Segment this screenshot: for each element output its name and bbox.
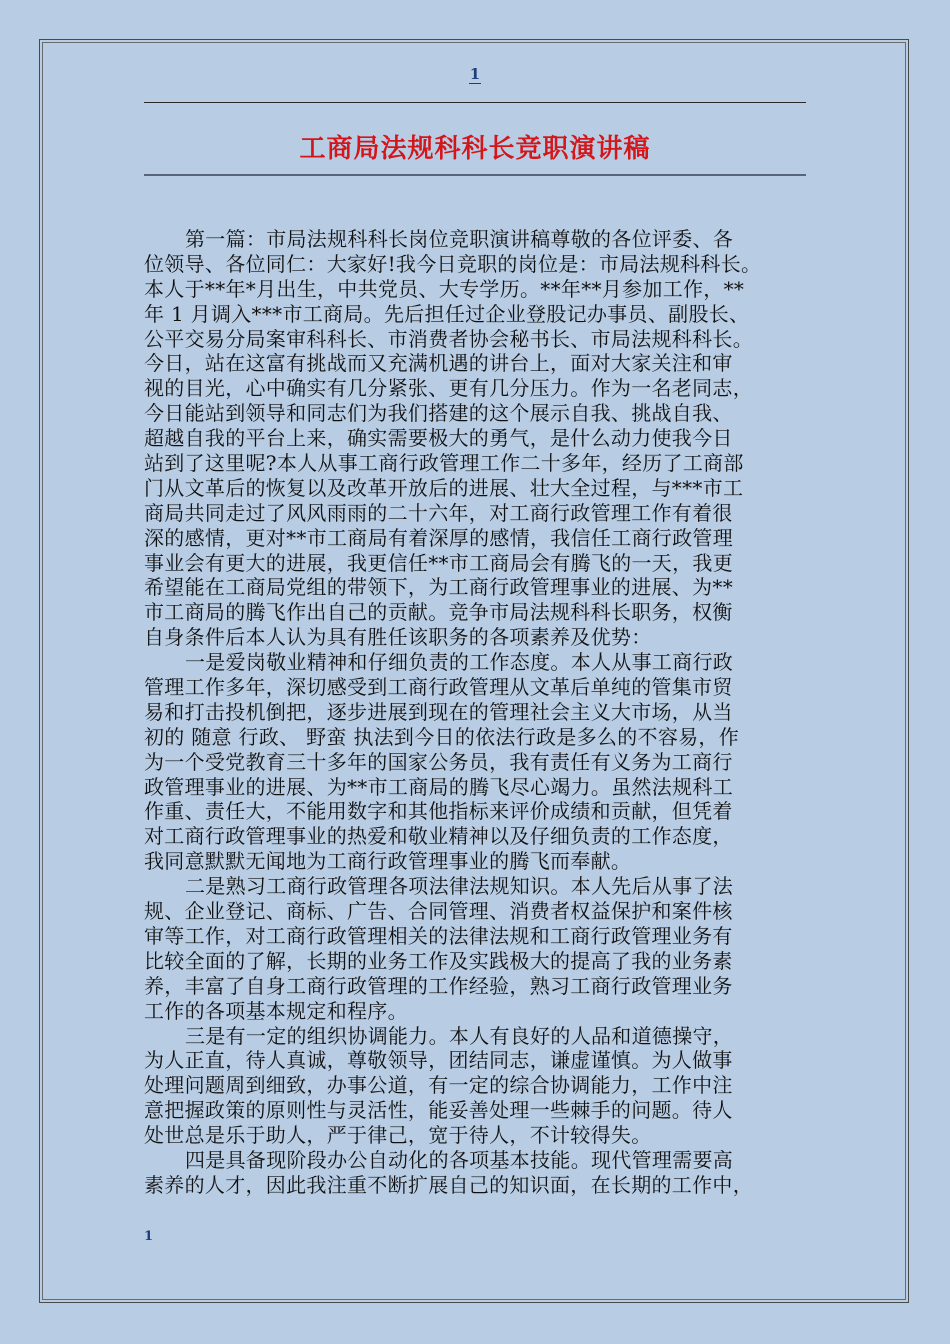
header-rule xyxy=(144,102,806,103)
body-line: 管理工作多年，深切感受到工商行政管理从文革后单纯的管集市贸 xyxy=(144,675,733,700)
body-line: 三是有一定的组织协调能力。本人有良好的人品和道德操守， xyxy=(185,1023,734,1048)
body-line: 规、企业登记、商标、广告、合同管理、消费者权益保护和案件核 xyxy=(144,899,733,924)
body-line: 处世总是乐于助人，严于律己，宽于待人，不计较得失。 xyxy=(144,1123,652,1148)
document-title: 工商局法规科科长竞职演讲稿 xyxy=(299,134,651,164)
body-line: 为人正直，待人真诚，尊敬领导，团结同志，谦虚谨慎。为人做事 xyxy=(144,1048,733,1073)
body-line: 工作的各项基本规定和程序。 xyxy=(144,998,408,1023)
body-line: 深的感情，更对**市工商局有着深厚的感情，我信任工商行政管理 xyxy=(144,525,733,550)
body-line: 本人于**年*月出生，中共党员、大专学历。**年**月参加工作，** xyxy=(144,276,745,301)
body-line: 易和打击投机倒把，逐步进展到现在的管理社会主义大市场，从当 xyxy=(144,699,733,724)
body-line: 站到了这里呢?本人从事工商行政管理工作二十多年，经历了工商部 xyxy=(144,451,744,476)
body-line: 为一个受党教育三十多年的国家公务员，我有责任有义务为工商行 xyxy=(144,749,733,774)
body-line: 今日能站到领导和同志们为我们搭建的这个展示自我、挑战自我、 xyxy=(144,401,733,426)
body-line: 我同意默默无闻地为工商行政管理事业的腾飞而奉献。 xyxy=(144,849,632,874)
body-line: 视的目光，心中确实有几分紧张、更有几分压力。作为一名老同志， xyxy=(144,376,753,401)
body-line: 第一篇：市局法规科科长岗位竞职演讲稿尊敬的各位评委、各 xyxy=(185,227,734,251)
body-line: 商局共同走过了风风雨雨的二十六年，对工商行政管理工作有着很 xyxy=(144,500,733,525)
body-line: 位领导、各位同仁：大家好!我今日竞职的岗位是：市局法规科科长。 xyxy=(144,251,762,276)
body-line: 市工商局的腾飞作出自己的贡献。竞争市局法规科科长职务，权衡 xyxy=(144,600,733,625)
body-line: 公平交易分局案审科科长、市消费者协会秘书长、市局法规科科长。 xyxy=(144,326,753,351)
body-line: 年 1 月调入***市工商局。先后担任过企业登股记办事员、副股长、 xyxy=(144,301,750,326)
body-line: 事业会有更大的进展，我更信任**市工商局会有腾飞的一天，我更 xyxy=(144,550,733,575)
body-line: 处理问题周到细致，办事公道，有一定的综合协调能力，工作中注 xyxy=(144,1073,733,1098)
body-line: 今日，站在这富有挑战而又充满机遇的讲台上，面对大家关注和审 xyxy=(144,351,733,376)
body-line: 自身条件后本人认为具有胜任该职务的各项素养及优势： xyxy=(144,625,652,650)
body-line: 对工商行政管理事业的热爱和敬业精神以及仔细负责的工作态度， xyxy=(144,824,733,849)
body-line: 政管理事业的进展、为**市工商局的腾飞尽心竭力。虽然法规科工 xyxy=(144,774,733,799)
header-page-number-text: 1 xyxy=(469,65,481,83)
document-body xyxy=(144,227,810,1198)
body-line: 门从文革后的恢复以及改革开放后的进展、壮大全过程，与***市工 xyxy=(144,475,744,500)
body-line: 希望能在工商局党组的带领下，为工商行政管理事业的进展、为** xyxy=(144,575,733,600)
body-line: 初的 随意 行政、 野蛮 执法到今日的依法行政是多么的不容易，作 xyxy=(144,724,740,749)
body-line: 审等工作，对工商行政管理相关的法律法规和工商行政管理业务有 xyxy=(144,923,733,948)
body-line: 一是爱岗敬业精神和仔细负责的工作态度。本人从事工商行政 xyxy=(185,650,734,675)
body-line: 四是具备现阶段办公自动化的各项基本技能。现代管理需要高 xyxy=(185,1147,734,1172)
title-underline xyxy=(144,174,806,176)
body-line: 二是熟习工商行政管理各项法律法规知识。本人先后从事了法 xyxy=(185,874,734,899)
header-page-number xyxy=(0,64,950,84)
body-line: 养，丰富了自身工商行政管理的工作经验，熟习工商行政管理业务 xyxy=(144,973,733,998)
body-line: 比较全面的了解，长期的业务工作及实践极大的提高了我的业务素 xyxy=(144,948,733,973)
body-line: 意把握政策的原则性与灵活性，能妥善处理一些棘手的问题。待人 xyxy=(144,1098,733,1123)
body-line: 超越自我的平台上来，确实需要极大的勇气，是什么动力使我今日 xyxy=(144,426,733,451)
footer-page-number: 1 xyxy=(144,1229,154,1244)
body-line: 素养的人才，因此我注重不断扩展自己的知识面，在长期的工作中， xyxy=(144,1172,753,1197)
body-line: 作重、责任大，不能用数字和其他指标来评价成绩和贡献，但凭着 xyxy=(144,799,733,824)
